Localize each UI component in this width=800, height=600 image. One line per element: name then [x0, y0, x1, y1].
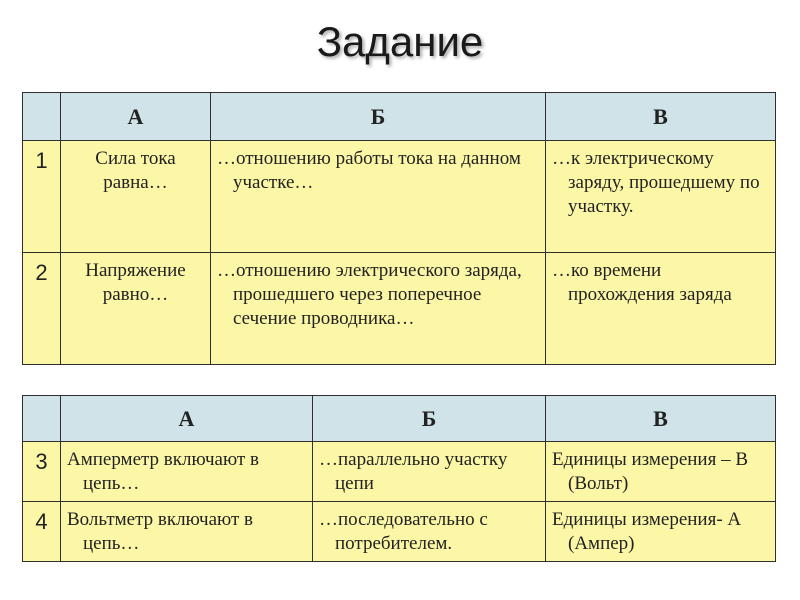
header-corner-cell	[23, 396, 61, 442]
header-corner-cell	[23, 93, 61, 141]
cell-a	[61, 141, 211, 253]
header-col-b: Б	[313, 396, 546, 442]
cell-c	[546, 442, 776, 502]
cell-c	[546, 502, 776, 562]
cell-b	[313, 502, 546, 562]
table-header-row	[23, 93, 776, 141]
cell-b	[211, 253, 546, 365]
cell-text: …отношению работы тока на данном участке…	[217, 148, 521, 193]
table-header-row	[23, 396, 776, 442]
cell-a	[61, 442, 313, 502]
cell-text: Единицы измерения – В (Вольт)	[552, 449, 749, 494]
cell-text: Сила тока равна…	[95, 148, 176, 193]
cell-text: …параллельно участку цепи	[319, 449, 508, 494]
task-table-1	[22, 92, 776, 365]
header-col-c: В	[546, 396, 776, 442]
cell-text: Напряжение равно…	[85, 260, 186, 305]
header-col-b: Б	[211, 93, 546, 141]
cell-text: …последовательно с потребителем.	[319, 509, 488, 554]
table-row	[23, 141, 776, 253]
table-row	[23, 442, 776, 502]
cell-b	[313, 442, 546, 502]
cell-c	[546, 253, 776, 365]
cell-text: …к электрическому заряду, прошедшему по участку.	[552, 148, 760, 217]
cell-text: …ко времени прохождения заряда	[552, 260, 732, 305]
row-number: 1	[23, 141, 61, 253]
cell-a	[61, 253, 211, 365]
row-number: 2	[23, 253, 61, 365]
slide-title: Задание	[316, 18, 484, 65]
cell-text: Единицы измерения- А (Ампер)	[552, 509, 742, 554]
row-number: 3	[23, 442, 61, 502]
header-col-a: А	[61, 93, 211, 141]
header-col-c: В	[546, 93, 776, 141]
task-table-2	[22, 395, 776, 562]
table-row	[23, 502, 776, 562]
cell-a	[61, 502, 313, 562]
cell-text: Амперметр включают в цепь…	[67, 449, 259, 494]
row-number: 4	[23, 502, 61, 562]
header-col-a: А	[61, 396, 313, 442]
cell-c	[546, 141, 776, 253]
cell-b	[211, 141, 546, 253]
table-row	[23, 253, 776, 365]
cell-text: Вольтметр включают в цепь…	[67, 509, 254, 554]
cell-text: …отношению электрического заряда, прошедшего через поперечное сечение проводника…	[217, 260, 522, 329]
